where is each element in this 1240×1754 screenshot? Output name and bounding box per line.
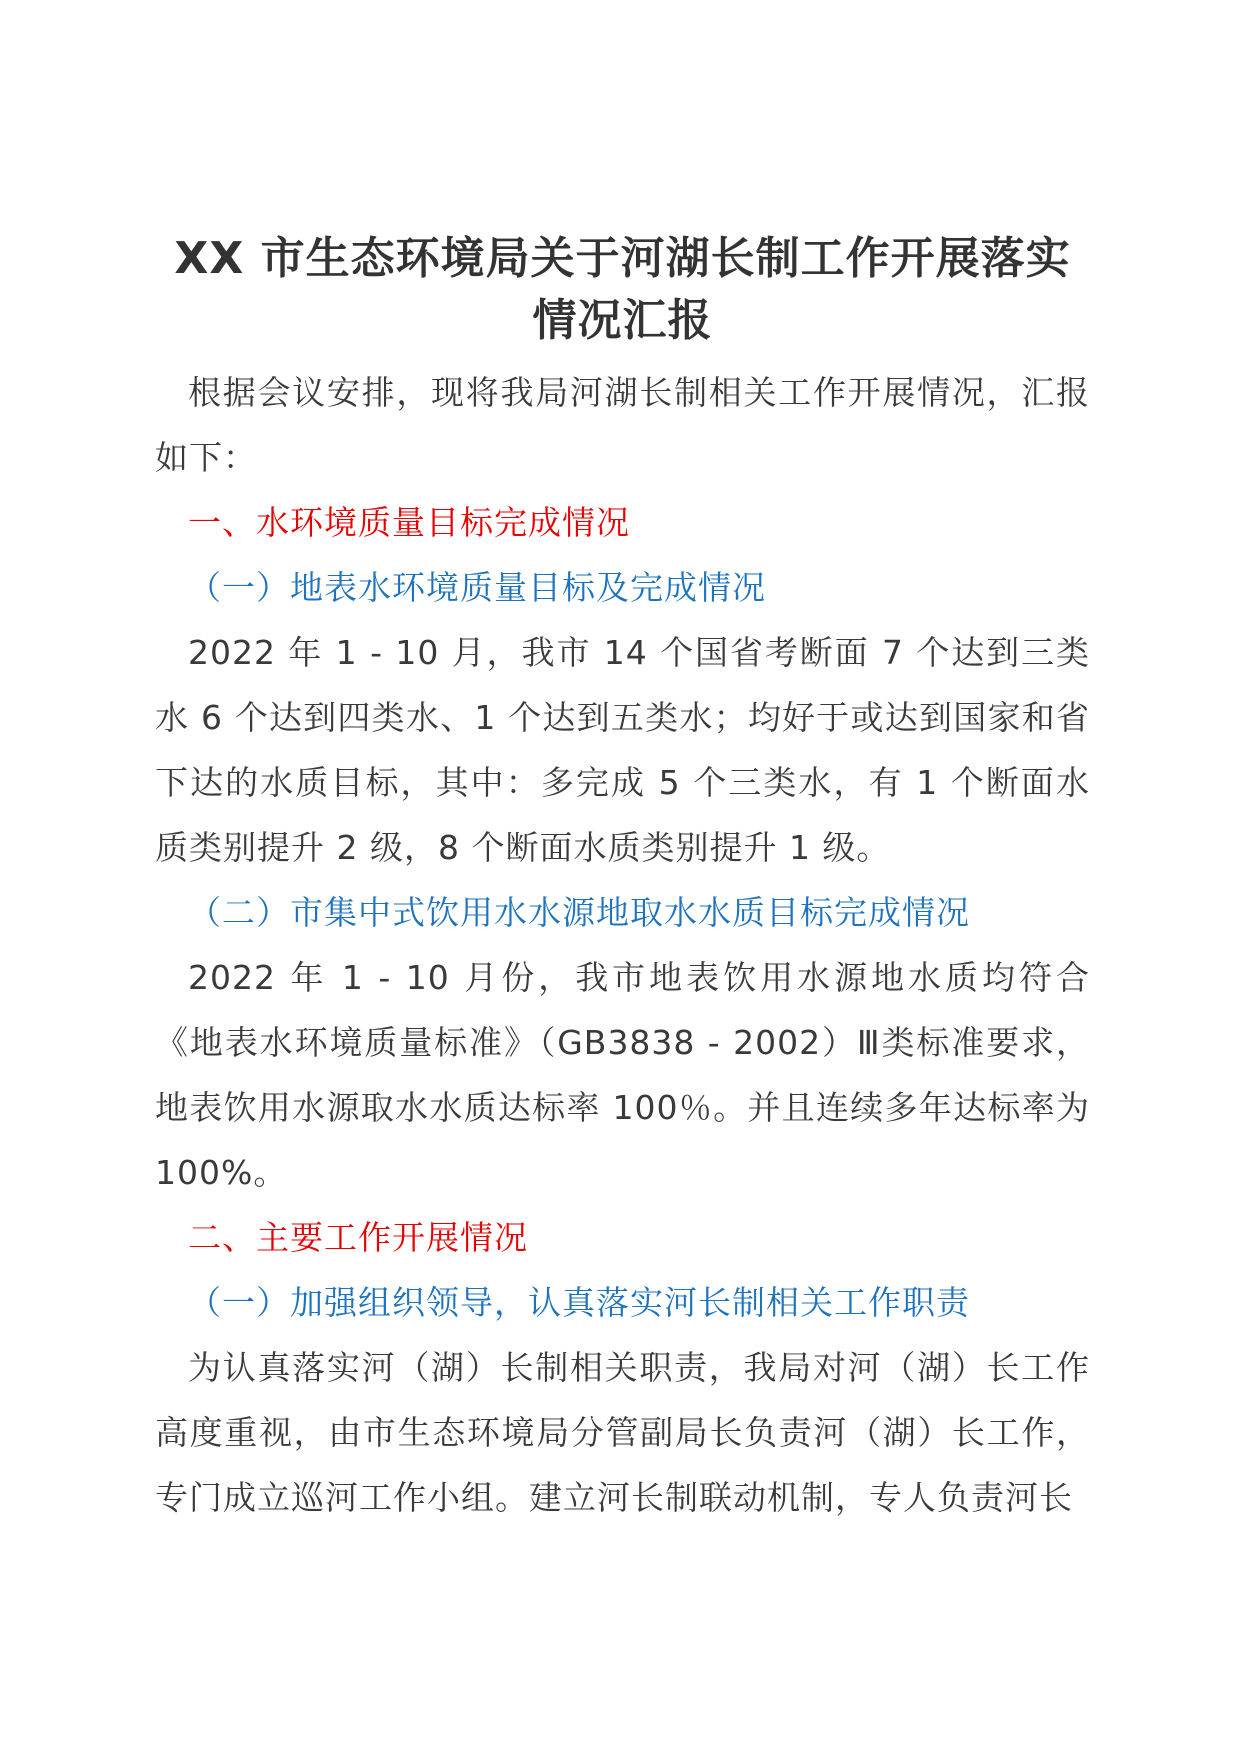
document-title: XX 市生态环境局关于河湖长制工作开展落实情况汇报 (174, 233, 1071, 346)
section-1-sub-2-body: 2022 年 1 - 10 月份，我市地表饮用水源地水质均符合《地表水环境质量标准》（GB3838 - 2002）Ⅲ类标准要求，地表饮用水源取水水质达标率 100％。并且连续多年达标率为 100%。 (155, 958, 1090, 1192)
section-1-heading: 一、水环境质量目标完成情况 (188, 503, 630, 542)
intro-paragraph: 根据会议安排，现将我局河湖长制相关工作开展情况，汇报如下： (155, 373, 1090, 477)
section-1-sub-2-heading: （二）市集中式饮用水水源地取水水质目标完成情况 (188, 893, 970, 932)
document-page (155, 228, 1090, 1530)
title-block (155, 228, 1090, 352)
section-2-heading: 二、主要工作开展情况 (188, 1218, 528, 1257)
section-1-sub-1-heading: （一）地表水环境质量目标及完成情况 (188, 568, 766, 607)
section-1-sub-1-body: 2022 年 1 - 10 月，我市 14 个国省考断面 7 个达到三类水 6 个达到四类水、1 个达到五类水；均好于或达到国家和省下达的水质目标，其中：多完成 5 个三类水，有 1 个断面水质类别提升 2 级，8 个断面水质类别提升 1 级。 (155, 633, 1090, 867)
section-2-sub-1-heading: （一）加强组织领导，认真落实河长制相关工作职责 (188, 1283, 970, 1322)
section-2-sub-1-body: 为认真落实河（湖）长制相关职责，我局对河（湖）长工作高度重视，由市生态环境局分管副局长负责河（湖）长工作，专门成立巡河工作小组。建立河长制联动机制，专人负责河长 (155, 1348, 1090, 1517)
